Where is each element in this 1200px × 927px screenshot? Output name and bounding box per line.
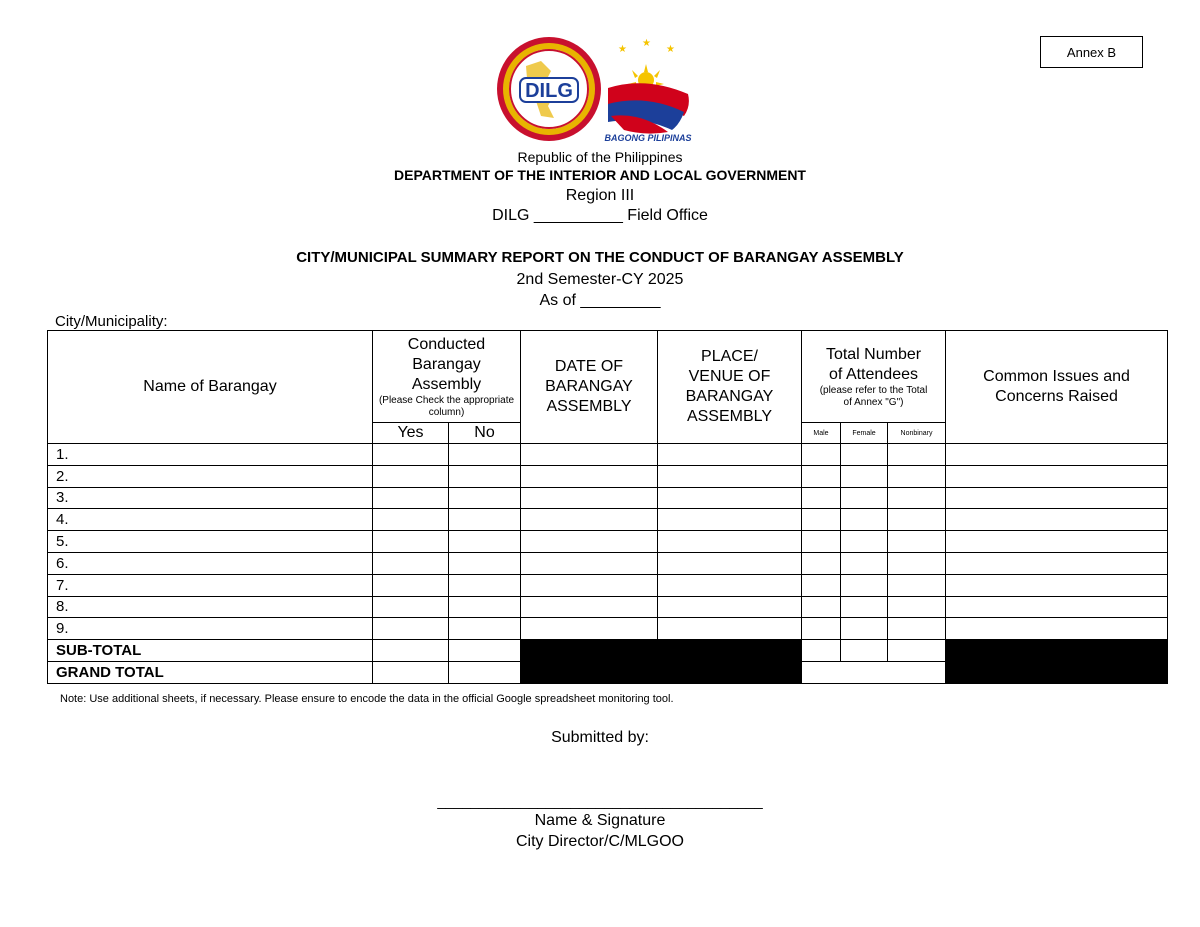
date-cell[interactable] [521,596,658,618]
place-cell[interactable] [658,618,802,640]
row-number: 9. [48,618,373,640]
row-number: 1. [48,444,373,466]
yes-cell[interactable] [373,574,449,596]
col-total-note: (please refer to the Total of Annex "G") [819,384,928,408]
nonbinary-cell[interactable] [888,487,946,509]
table-header-row [48,331,1168,423]
male-cell[interactable] [802,487,841,509]
place-cell[interactable] [658,509,802,531]
as-of-label: As of _________ [539,292,661,309]
position-label: City Director/C/MLGOO [515,833,684,850]
issues-cell[interactable] [946,574,1168,596]
female-cell[interactable] [841,465,888,487]
bagong-pilipinas-logo-icon [604,38,691,143]
row-number: 7. [48,574,373,596]
place-cell[interactable] [658,574,802,596]
yes-cell[interactable] [373,618,449,640]
nonbinary-cell[interactable] [888,574,946,596]
col-total-attendees [802,331,946,423]
issues-cell[interactable] [946,596,1168,618]
row-number: 6. [48,552,373,574]
subtotal-male-cell[interactable] [802,640,841,662]
issues-cell[interactable] [946,531,1168,553]
report-title: CITY/MUNICIPAL SUMMARY REPORT ON THE CONDUCT OF BARANGAY ASSEMBLY [296,249,904,266]
col-male: Male [802,423,841,444]
nonbinary-cell[interactable] [888,509,946,531]
female-cell[interactable] [841,509,888,531]
subtotal-row [48,640,1168,662]
col-conducted-line2: Barangay [412,355,481,373]
col-date [521,331,658,444]
date-cell[interactable] [521,444,658,466]
issues-cell[interactable] [946,487,1168,509]
col-date-label: DATE OF BARANGAY ASSEMBLY [545,358,633,415]
col-issues [946,331,1168,444]
col-name-of-barangay: Name of Barangay [48,331,373,444]
submitted-by-label: Submitted by: [551,729,649,746]
female-cell[interactable] [841,552,888,574]
date-cell[interactable] [521,465,658,487]
table-row [48,444,1168,466]
col-conducted-note: (Please Check the appropriate column) [378,394,515,418]
female-cell[interactable] [841,531,888,553]
col-conducted-line1: Conducted [407,335,486,353]
no-cell[interactable] [449,465,521,487]
nonbinary-cell[interactable] [888,618,946,640]
table-row [48,552,1168,574]
issues-blocked-cell [946,640,1168,684]
male-cell[interactable] [802,509,841,531]
grandtotal-attendees-cell[interactable] [802,661,946,683]
issues-cell[interactable] [946,509,1168,531]
row-number: 3. [48,487,373,509]
yes-cell[interactable] [373,552,449,574]
female-cell[interactable] [841,596,888,618]
grandtotal-blocked-cell [521,661,802,683]
col-place [658,331,802,444]
yes-cell[interactable] [373,487,449,509]
no-cell[interactable] [449,509,521,531]
grandtotal-no-cell[interactable] [449,661,521,683]
yes-cell[interactable] [373,596,449,618]
no-cell[interactable] [449,444,521,466]
table-row [48,574,1168,596]
male-cell[interactable] [802,552,841,574]
subtotal-blocked-cell [521,640,802,662]
region-label: Region III [565,187,635,204]
semester-label: 2nd Semester-CY 2025 [516,271,684,288]
date-cell[interactable] [521,574,658,596]
svg-text:★: ★ [642,38,651,49]
issues-cell[interactable] [946,618,1168,640]
no-cell[interactable] [449,487,521,509]
male-cell[interactable] [802,574,841,596]
no-cell[interactable] [449,574,521,596]
annex-label: Annex B [1040,36,1143,68]
male-cell[interactable] [802,531,841,553]
date-cell[interactable] [521,552,658,574]
name-signature-label: Name & Signature [534,812,666,829]
date-cell[interactable] [521,531,658,553]
subtotal-label: SUB-TOTAL [48,640,373,662]
issues-cell[interactable] [946,444,1168,466]
date-cell[interactable] [521,509,658,531]
col-total-line1: Total Number [825,345,922,363]
subtotal-female-cell[interactable] [841,640,888,662]
col-place-label: PLACE/ VENUE OF BARANGAY ASSEMBLY [685,348,774,425]
yes-cell[interactable] [373,509,449,531]
subtotal-nonbinary-cell[interactable] [888,640,946,662]
subtotal-no-cell[interactable] [449,640,521,662]
table-body [48,444,1168,640]
place-cell[interactable] [658,531,802,553]
table-row [48,531,1168,553]
no-cell[interactable] [449,596,521,618]
male-cell[interactable] [802,596,841,618]
row-number: 8. [48,596,373,618]
city-municipality-label: City/Municipality: [55,313,168,330]
col-no: No [449,423,521,444]
signature-line: _______________________________________ [437,793,763,810]
yes-cell[interactable] [373,531,449,553]
nonbinary-cell[interactable] [888,465,946,487]
svg-text:★: ★ [618,44,627,55]
place-cell[interactable] [658,465,802,487]
yes-cell[interactable] [373,444,449,466]
issues-cell[interactable] [946,465,1168,487]
department-label: DEPARTMENT OF THE INTERIOR AND LOCAL GOVERNMENT [394,167,806,183]
table-row [48,509,1168,531]
bagong-pilipinas-text: BAGONG PILIPINAS [604,133,692,143]
female-cell[interactable] [841,487,888,509]
col-female: Female [841,423,888,444]
place-cell[interactable] [658,444,802,466]
male-cell[interactable] [802,444,841,466]
col-total-line2: of Attendees [829,365,918,383]
issues-cell[interactable] [946,552,1168,574]
yes-cell[interactable] [373,465,449,487]
nonbinary-cell[interactable] [888,531,946,553]
date-cell[interactable] [521,487,658,509]
nonbinary-cell[interactable] [888,552,946,574]
male-cell[interactable] [802,465,841,487]
field-office-label: DILG __________ Field Office [492,207,708,224]
col-issues-label: Common Issues and Concerns Raised [983,368,1130,405]
place-cell[interactable] [658,596,802,618]
no-cell[interactable] [449,531,521,553]
col-conducted-assembly [373,331,521,423]
female-cell[interactable] [841,618,888,640]
grandtotal-yes-cell[interactable] [373,661,449,683]
table-row [48,487,1168,509]
nonbinary-cell[interactable] [888,444,946,466]
female-cell[interactable] [841,444,888,466]
no-cell[interactable] [449,552,521,574]
republic-label: Republic of the Philippines [517,149,683,165]
subtotal-yes-cell[interactable] [373,640,449,662]
female-cell[interactable] [841,574,888,596]
note-text: Note: Use additional sheets, if necessary. Please ensure to encode the data in the official Google spreadsheet monitoring tool. [60,693,674,705]
dilg-seal-text: DILG [525,80,573,102]
col-nonbinary: Nonbinary [888,423,946,444]
place-cell[interactable] [658,552,802,574]
table-row [48,618,1168,640]
col-yes: Yes [373,423,449,444]
logos [496,36,708,146]
svg-text:★: ★ [666,44,675,55]
table-row [48,596,1168,618]
table-row [48,465,1168,487]
row-number: 5. [48,531,373,553]
grandtotal-label: GRAND TOTAL [48,661,373,683]
no-cell[interactable] [449,618,521,640]
male-cell[interactable] [802,618,841,640]
place-cell[interactable] [658,487,802,509]
dilg-seal-icon [497,37,601,141]
col-conducted-line3: Assembly [411,375,482,393]
summary-table [47,330,1168,684]
nonbinary-cell[interactable] [888,596,946,618]
row-number: 2. [48,465,373,487]
date-cell[interactable] [521,618,658,640]
row-number: 4. [48,509,373,531]
